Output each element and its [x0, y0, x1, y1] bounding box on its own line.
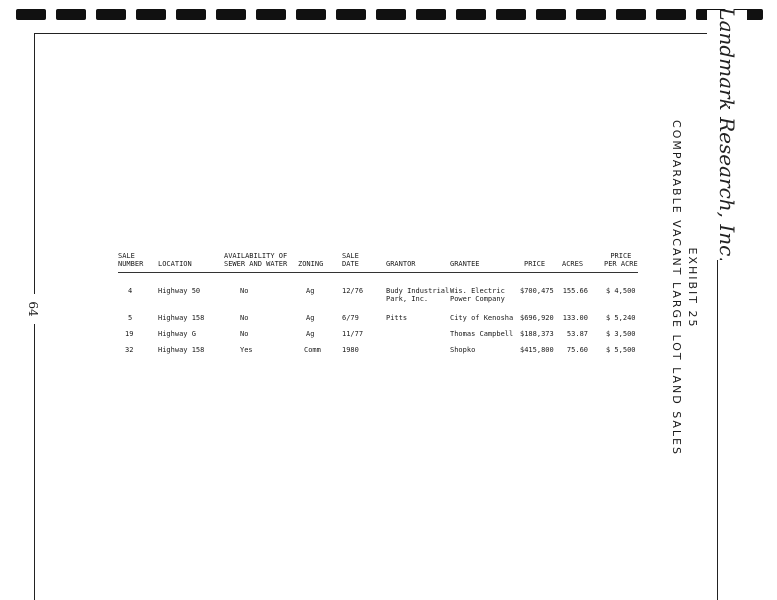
cell-sale-date: 12/76: [342, 287, 364, 295]
header-grantor: GRANTOR: [386, 260, 416, 268]
cell-price: $696,920: [520, 314, 554, 322]
header-grantee: GRANTEE: [450, 260, 480, 268]
cell-location: Highway 158: [158, 346, 205, 354]
header-location: LOCATION: [158, 260, 192, 268]
perforation: [216, 9, 246, 20]
cell-zoning: Ag: [306, 287, 315, 295]
cell-zoning: Ag: [306, 314, 315, 322]
perforation: [16, 9, 46, 20]
cell-grantee: Wis. Electric Power Company: [450, 287, 505, 303]
cell-grantor: Pitts: [386, 314, 408, 322]
exhibit-title: EXHIBIT 25: [686, 247, 699, 329]
cell-sale-number: 4: [128, 287, 133, 295]
cell-sale-number: 32: [125, 346, 134, 354]
perforation: [336, 9, 366, 20]
header-sale-number: SALE NUMBER: [118, 252, 144, 268]
perforation: [416, 9, 446, 20]
exhibit-heading: [660, 78, 700, 498]
header-price-per-acre: PRICE PER ACRE: [604, 252, 638, 268]
perforation: [656, 9, 686, 20]
company-logo-script: [707, 10, 747, 260]
cell-sewer-water: No: [240, 287, 249, 295]
company-name: Landmark Research, Inc.: [715, 10, 739, 260]
perforation: [456, 9, 486, 20]
cell-zoning: Comm: [304, 346, 321, 354]
header-zoning: ZONING: [298, 260, 324, 268]
perforation: [616, 9, 646, 20]
cell-sewer-water: Yes: [240, 346, 253, 354]
perforation: [296, 9, 326, 20]
perforation: [496, 9, 526, 20]
cell-sale-date: 11/77: [342, 330, 364, 338]
cell-grantee: Shopko: [450, 346, 476, 354]
cell-zoning: Ag: [306, 330, 315, 338]
cell-acres: 53.87: [566, 330, 588, 338]
table-header: [118, 244, 638, 273]
header-sewer-water: AVAILABILITY OF SEWER AND WATER: [224, 252, 288, 268]
cell-sewer-water: No: [240, 314, 249, 322]
company-logo: [707, 10, 747, 260]
cell-price: $415,800: [520, 346, 554, 354]
cell-price: $700,475: [520, 287, 554, 295]
cell-sale-number: 5: [128, 314, 133, 322]
cell-grantor: Budy Industrial Park, Inc.: [386, 287, 450, 303]
table-row: [118, 330, 638, 346]
cell-location: Highway G: [158, 330, 196, 338]
table-row: [118, 314, 638, 330]
perforation: [56, 9, 86, 20]
perforation: [376, 9, 406, 20]
cell-sale-date: 6/79: [342, 314, 359, 322]
cell-grantee: Thomas Campbell: [450, 330, 514, 338]
page-number: 64: [22, 294, 40, 324]
cell-acres: 155.66: [562, 287, 588, 295]
perforation: [136, 9, 166, 20]
perforation: [576, 9, 606, 20]
table-spacer: [118, 273, 638, 287]
cell-price-per-acre: $ 5,500: [606, 346, 636, 354]
sales-table: [118, 244, 638, 362]
cell-price-per-acre: $ 4,500: [606, 287, 636, 295]
exhibit-subtitle: COMPARABLE VACANT LARGE LOT LAND SALES: [670, 120, 683, 456]
perforation: [176, 9, 206, 20]
cell-sale-date: 1980: [342, 346, 359, 354]
cell-acres: 133.00: [562, 314, 588, 322]
cell-sewer-water: No: [240, 330, 249, 338]
cell-sale-number: 19: [125, 330, 134, 338]
perforation: [536, 9, 566, 20]
header-sale-date: SALE DATE: [342, 252, 359, 268]
cell-location: Highway 50: [158, 287, 201, 295]
header-acres: ACRES: [562, 260, 584, 268]
perforation: [96, 9, 126, 20]
cell-location: Highway 158: [158, 314, 205, 322]
cell-price-per-acre: $ 3,500: [606, 330, 636, 338]
cell-price: $188,373: [520, 330, 554, 338]
cell-price-per-acre: $ 5,240: [606, 314, 636, 322]
cell-acres: 75.60: [566, 346, 588, 354]
table-row: [118, 346, 638, 362]
perforation: [256, 9, 286, 20]
cell-grantee: City of Kenosha: [450, 314, 514, 322]
header-price: PRICE: [524, 260, 546, 268]
table-row: [118, 287, 638, 314]
